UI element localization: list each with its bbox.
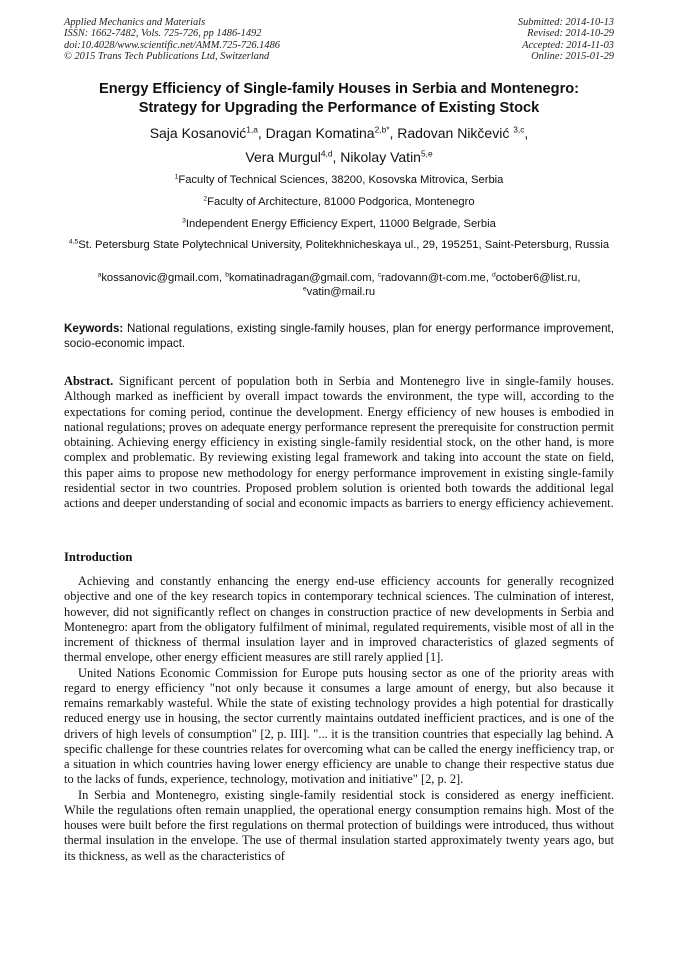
date-accepted: Accepted: 2014-11-03 xyxy=(522,39,614,51)
abstract-label: Abstract. xyxy=(64,374,114,388)
affiliation-text: Independent Energy Efficiency Expert, 11000 Belgrade, Serbia xyxy=(185,218,496,230)
date-submitted: Submitted: 2014-10-13 xyxy=(517,17,614,28)
affiliation-2 xyxy=(64,195,614,210)
email-sup: e xyxy=(302,285,307,293)
journal-copyright: © 2015 Trans Tech Publications Ltd, Switzerland xyxy=(64,51,270,63)
affiliation-text: Faculty of Technical Sciences, 38200, Kosovska Mitrovica, Serbia xyxy=(178,174,504,186)
affiliation-3 xyxy=(64,217,614,232)
paper-title xyxy=(40,80,638,118)
email-link[interactable]: vatin@mail.ru xyxy=(306,286,376,298)
author-sep: , xyxy=(389,125,398,141)
author-name: Dragan Komatina xyxy=(265,125,375,141)
paragraph: United Nations Economic Commission for Europe puts housing sector as one of the priority areas with regard to energy efficiency "not only because it consumes a large amount of energy, but also because it remains remarkably wasteful. While the state of existing technology provides a high potential for drastically reduced energy use in housing, the sector currently maintains outdated inefficient practices, and is one of the drivers of high levels of consumption" [2, p. III]. "... it is the transition countries that especially lag behind. A specific challenge for these countries relates for overcoming what can be called the energy inefficiency trap, or a situation in which countries having lower energy efficiency are unable to change their respective status due to the lacks of funds, experience, technology, motivation and initiative" [2, p. 2]. xyxy=(64,665,614,787)
affiliation-sup: 2 xyxy=(203,195,208,203)
email-link[interactable]: radovann@t-com.me, xyxy=(381,272,492,284)
email-sup: a xyxy=(97,271,102,279)
affiliation-4 xyxy=(64,238,614,253)
author-name: Radovan Nikčević xyxy=(397,125,514,141)
email-sup: d xyxy=(491,271,496,279)
affiliation-1 xyxy=(64,173,614,188)
affiliation-text: Faculty of Architecture, 81000 Podgorica, Montenegro xyxy=(207,196,475,208)
author-sep: , xyxy=(257,125,266,141)
author-list xyxy=(40,121,638,169)
date-online: Online: 2015-01-29 xyxy=(531,51,614,63)
keywords-section xyxy=(64,321,614,351)
paragraph: In Serbia and Montenegro, existing single-family residential stock is considered as energy inefficient. While the regulations often remain unapplied, the operational energy consumption remains high. Most of the houses were built before the first regulations on thermal protection of buildings were introduced, thus without thermal insulation in the envelope. The use of thermal insulation started approximately twenty years ago, but its thickness, as well as the characteristics of xyxy=(64,787,614,863)
keywords-label: Keywords: xyxy=(64,322,124,335)
abstract-text: Significant percent of population both in Serbia and Montenegro live in single-family houses. Although marked as inefficient by overall impact towards the environment, the type will, according to the expectations for coming period, continue the development. Energy efficiency of new houses is embodied in national regulations; proves on adequate energy performance represent the prerequisite for construction permit obtaining. Achieving energy efficiency in existing single-family residential stock, on the other hand, is more complex and problematic. By reviewing existing legal framework and taking into account the state on field, this paper aims to propose new methodology for energy performance improvement in existing single-family residential sector in two countries. Proposed problem solution is oriented both towards the additional legal actions and deeper understanding of social and economic impacts as barriers to energy efficiency achievement. xyxy=(64,374,614,511)
author-name: Saja Kosanović xyxy=(149,125,247,141)
journal-doi: doi:10.4028/www.scientific.net/AMM.725-726.1486 xyxy=(64,39,280,51)
author-name: Vera Murgul xyxy=(245,149,321,165)
author-sup: 1,a xyxy=(246,124,258,135)
email-link[interactable]: october6@list.ru, xyxy=(495,272,581,284)
email-sup: c xyxy=(377,271,382,279)
date-revised: Revised: 2014-10-29 xyxy=(527,28,614,40)
email-sup: b xyxy=(225,271,229,279)
author-sup: 4,d xyxy=(320,148,333,159)
affiliation-sup: 3 xyxy=(182,217,186,225)
journal-name: Applied Mechanics and Materials xyxy=(64,17,206,28)
keywords-text: National regulations, existing single-family houses, plan for energy performance improvement, socio-economic impact. xyxy=(64,322,614,350)
author-sep: , xyxy=(524,125,529,141)
title-line: Energy Efficiency of Single-family Houses in Serbia and Montenegro: xyxy=(98,81,580,97)
submission-dates xyxy=(518,17,614,63)
journal-issn: ISSN: 1662-7482, Vols. 725-726, pp 1486-1492 xyxy=(64,28,262,40)
affiliation-sup: 1 xyxy=(174,173,179,181)
introduction-body xyxy=(64,574,614,864)
author-name: Nikolay Vatin xyxy=(340,149,421,165)
author-line xyxy=(40,121,638,145)
email-link[interactable]: kossanovic@gmail.com, xyxy=(101,272,226,284)
author-sup: 3,c xyxy=(513,124,525,135)
author-line xyxy=(40,145,638,169)
author-sup: 2,b* xyxy=(374,124,390,135)
section-heading-introduction: Introduction xyxy=(64,550,133,564)
abstract-section xyxy=(64,374,614,512)
affiliation-text: St. Petersburg State Polytechnical University, Politekhnicheskaya ul., 29, 195251, Saint-Petersburg, Russia xyxy=(78,239,610,251)
author-emails xyxy=(64,271,614,299)
author-sup: 5,e xyxy=(420,148,433,159)
email-link[interactable]: komatinadragan@gmail.com, xyxy=(228,272,378,284)
paragraph: Achieving and constantly enhancing the energy end-use efficiency accounts for generally recognized objective and one of the key research topics in contemporary technical sciences. The culmination of interest, however, did not significantly reflect on changes in construction practice of new developments in Serbia and Montenegro: apart from the obligatory fulfilment of minimal, regulated requirements, visible most of all in the increment of thickness of thermal insulation layer and in improved characteristics of glazed segments of thermal envelope, other energy efficient measures are still rarely applied [1]. xyxy=(64,574,614,665)
journal-info xyxy=(64,17,280,63)
title-line: Strategy for Upgrading the Performance of Existing Stock xyxy=(138,100,540,116)
affiliation-sup: 4,5 xyxy=(68,238,79,246)
author-sep: , xyxy=(332,149,341,165)
